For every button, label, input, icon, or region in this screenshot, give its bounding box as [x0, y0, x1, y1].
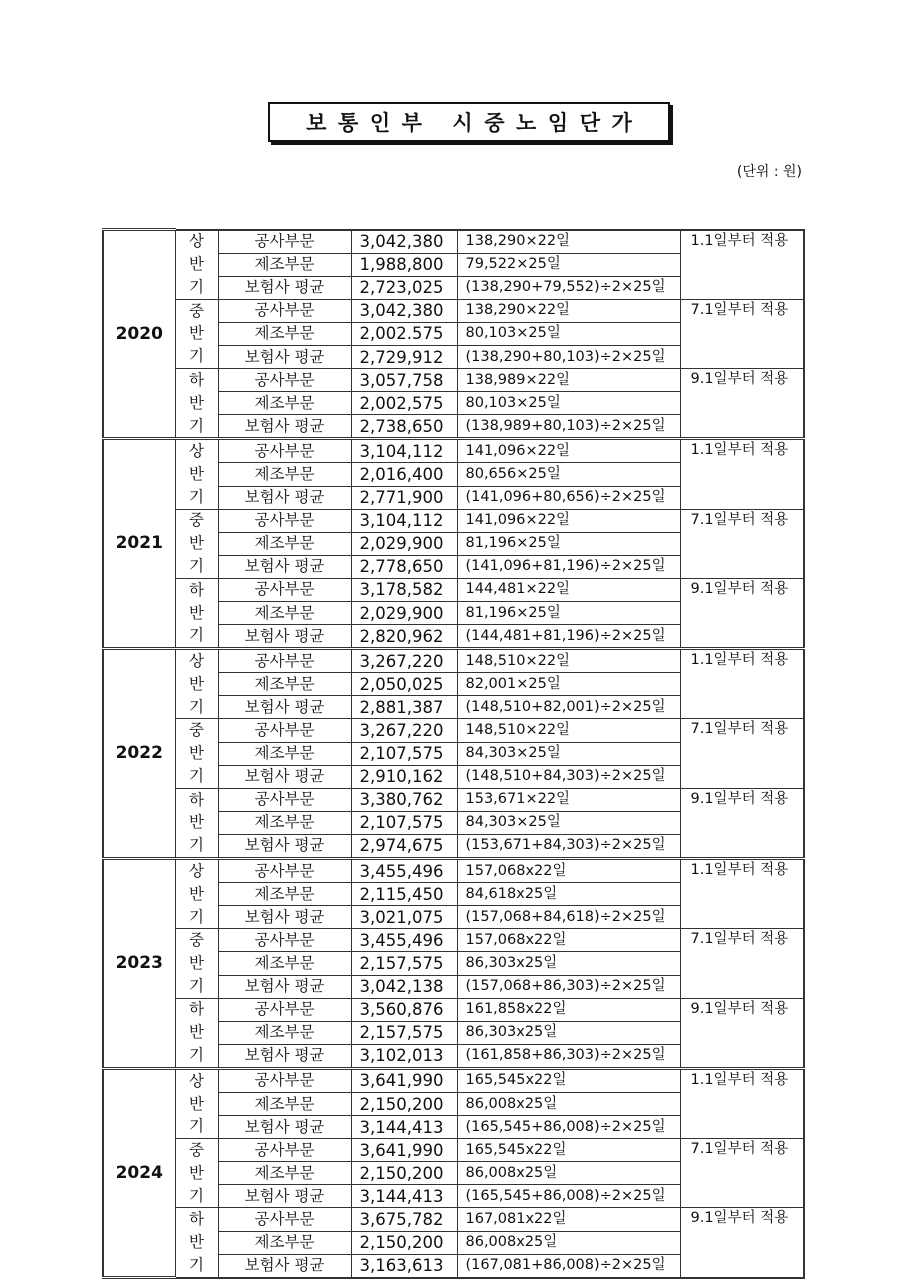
effective-date-note: 7.1일부터 적용: [680, 509, 804, 578]
period-char-cell: 반: [175, 1162, 218, 1185]
category-cell: 공사부문: [218, 578, 351, 601]
formula-cell: 165,545x22일: [457, 1068, 680, 1092]
category-cell: 제조부문: [218, 463, 351, 486]
document-title-box: [268, 102, 670, 142]
period-char-cell: 반: [175, 811, 218, 834]
period-char-cell: 상: [175, 439, 218, 463]
category-cell: 제조부문: [218, 673, 351, 696]
period-char-cell: 하: [175, 369, 218, 392]
table-row: [103, 929, 804, 952]
amount-cell: 3,455,496: [351, 859, 457, 883]
amount-cell: 2,881,387: [351, 696, 457, 719]
amount-cell: 2,771,900: [351, 486, 457, 509]
amount-cell: 3,267,220: [351, 719, 457, 742]
category-cell: 공사부문: [218, 1068, 351, 1092]
category-cell: 보험사 평균: [218, 1254, 351, 1278]
formula-cell: (138,290+79,552)÷2×25일: [457, 276, 680, 299]
period-char-cell: 기: [175, 625, 218, 649]
formula-cell: 79,522×25일: [457, 253, 680, 276]
effective-date-note: 9.1일부터 적용: [680, 369, 804, 439]
formula-cell: 138,290×22일: [457, 230, 680, 254]
category-cell: 공사부문: [218, 719, 351, 742]
period-char-cell: 중: [175, 299, 218, 322]
amount-cell: 2,029,900: [351, 532, 457, 555]
amount-cell: 2,974,675: [351, 834, 457, 858]
category-cell: 공사부문: [218, 929, 351, 952]
period-char-cell: 중: [175, 509, 218, 532]
table-row: [103, 719, 804, 742]
period-char-cell: 기: [175, 345, 218, 368]
amount-cell: 3,042,380: [351, 299, 457, 322]
effective-date-note: 9.1일부터 적용: [680, 788, 804, 858]
table-row: [103, 788, 804, 811]
period-char-cell: 기: [175, 1254, 218, 1278]
formula-cell: 80,103×25일: [457, 322, 680, 345]
category-cell: 제조부문: [218, 811, 351, 834]
table-row: [103, 859, 804, 883]
table-row: [103, 1208, 804, 1231]
period-char-cell: 반: [175, 392, 218, 415]
category-cell: 공사부문: [218, 859, 351, 883]
amount-cell: 2,820,962: [351, 625, 457, 649]
period-char-cell: 반: [175, 463, 218, 486]
formula-cell: 141,096×22일: [457, 509, 680, 532]
formula-cell: 157,068x22일: [457, 859, 680, 883]
amount-cell: 2,150,200: [351, 1162, 457, 1185]
period-char-cell: 반: [175, 673, 218, 696]
amount-cell: 2,150,200: [351, 1231, 457, 1254]
period-char-cell: 기: [175, 1044, 218, 1068]
formula-cell: (165,545+86,008)÷2×25일: [457, 1116, 680, 1139]
table-row: [103, 1139, 804, 1162]
category-cell: 보험사 평균: [218, 415, 351, 439]
amount-cell: 3,104,112: [351, 509, 457, 532]
period-char-cell: 반: [175, 602, 218, 625]
amount-cell: 3,102,013: [351, 1044, 457, 1068]
year-cell: 2024: [103, 1068, 175, 1277]
period-char-cell: 하: [175, 788, 218, 811]
category-cell: 보험사 평균: [218, 276, 351, 299]
formula-cell: (141,096+81,196)÷2×25일: [457, 555, 680, 578]
formula-cell: (148,510+84,303)÷2×25일: [457, 765, 680, 788]
category-cell: 보험사 평균: [218, 975, 351, 998]
formula-cell: 153,671×22일: [457, 788, 680, 811]
category-cell: 보험사 평균: [218, 555, 351, 578]
period-char-cell: 상: [175, 859, 218, 883]
table-row: [103, 998, 804, 1021]
amount-cell: 2,910,162: [351, 765, 457, 788]
amount-cell: 3,042,380: [351, 230, 457, 254]
category-cell: 보험사 평균: [218, 345, 351, 368]
formula-cell: 86,008x25일: [457, 1092, 680, 1115]
amount-cell: 2,738,650: [351, 415, 457, 439]
document-title: 보통인부 시중노임단가: [306, 111, 644, 135]
formula-cell: 144,481×22일: [457, 578, 680, 601]
amount-cell: 3,641,990: [351, 1068, 457, 1092]
amount-cell: 2,723,025: [351, 276, 457, 299]
formula-cell: 161,858x22일: [457, 998, 680, 1021]
formula-cell: 86,008x25일: [457, 1231, 680, 1254]
formula-cell: 138,290×22일: [457, 299, 680, 322]
period-char-cell: 하: [175, 1208, 218, 1231]
formula-cell: (153,671+84,303)÷2×25일: [457, 834, 680, 858]
category-cell: 보험사 평균: [218, 834, 351, 858]
category-cell: 제조부문: [218, 253, 351, 276]
formula-cell: 86,303x25일: [457, 952, 680, 975]
period-char-cell: 상: [175, 230, 218, 254]
effective-date-note: 1.1일부터 적용: [680, 230, 804, 300]
period-char-cell: 반: [175, 1231, 218, 1254]
effective-date-note: 1.1일부터 적용: [680, 439, 804, 509]
amount-cell: 2,107,575: [351, 742, 457, 765]
effective-date-note: 9.1일부터 적용: [680, 1208, 804, 1278]
amount-cell: 2,157,575: [351, 952, 457, 975]
effective-date-note: 7.1일부터 적용: [680, 719, 804, 788]
category-cell: 보험사 평균: [218, 696, 351, 719]
formula-cell: 148,510×22일: [457, 649, 680, 673]
formula-cell: (157,068+84,618)÷2×25일: [457, 906, 680, 929]
category-cell: 공사부문: [218, 1208, 351, 1231]
period-char-cell: 기: [175, 1185, 218, 1208]
amount-cell: 3,144,413: [351, 1116, 457, 1139]
period-char-cell: 반: [175, 1021, 218, 1044]
period-char-cell: 중: [175, 1139, 218, 1162]
formula-cell: 138,989×22일: [457, 369, 680, 392]
category-cell: 보험사 평균: [218, 906, 351, 929]
category-cell: 보험사 평균: [218, 1116, 351, 1139]
table-row: [103, 649, 804, 673]
amount-cell: 3,104,112: [351, 439, 457, 463]
amount-cell: 2,002.575: [351, 322, 457, 345]
effective-date-note: 1.1일부터 적용: [680, 1068, 804, 1138]
table-row: [103, 439, 804, 463]
category-cell: 제조부문: [218, 322, 351, 345]
category-cell: 보험사 평균: [218, 625, 351, 649]
year-cell: 2021: [103, 439, 175, 649]
amount-cell: 2,016,400: [351, 463, 457, 486]
formula-cell: 167,081x22일: [457, 1208, 680, 1231]
period-char-cell: 기: [175, 486, 218, 509]
category-cell: 보험사 평균: [218, 765, 351, 788]
period-char-cell: 기: [175, 765, 218, 788]
amount-cell: 2,029,900: [351, 602, 457, 625]
formula-cell: 80,656×25일: [457, 463, 680, 486]
formula-cell: 84,303×25일: [457, 811, 680, 834]
amount-cell: 3,380,762: [351, 788, 457, 811]
category-cell: 공사부문: [218, 230, 351, 254]
effective-date-note: 9.1일부터 적용: [680, 578, 804, 648]
formula-cell: (157,068+86,303)÷2×25일: [457, 975, 680, 998]
formula-cell: (138,290+80,103)÷2×25일: [457, 345, 680, 368]
effective-date-note: 9.1일부터 적용: [680, 998, 804, 1068]
amount-cell: 1,988,800: [351, 253, 457, 276]
amount-cell: 2,107,575: [351, 811, 457, 834]
amount-cell: 2,778,650: [351, 555, 457, 578]
category-cell: 제조부문: [218, 1021, 351, 1044]
amount-cell: 3,042,138: [351, 975, 457, 998]
amount-cell: 3,267,220: [351, 649, 457, 673]
formula-cell: (161,858+86,303)÷2×25일: [457, 1044, 680, 1068]
amount-cell: 3,455,496: [351, 929, 457, 952]
category-cell: 제조부문: [218, 1231, 351, 1254]
period-char-cell: 기: [175, 555, 218, 578]
amount-cell: 3,178,582: [351, 578, 457, 601]
formula-cell: 86,303x25일: [457, 1021, 680, 1044]
category-cell: 보험사 평균: [218, 1044, 351, 1068]
amount-cell: 2,115,450: [351, 883, 457, 906]
period-char-cell: 기: [175, 975, 218, 998]
category-cell: 공사부문: [218, 509, 351, 532]
category-cell: 공사부문: [218, 1139, 351, 1162]
effective-date-note: 7.1일부터 적용: [680, 929, 804, 998]
wage-table-body: [103, 230, 804, 1278]
effective-date-note: 7.1일부터 적용: [680, 1139, 804, 1208]
period-char-cell: 중: [175, 929, 218, 952]
formula-cell: (144,481+81,196)÷2×25일: [457, 625, 680, 649]
table-row: [103, 578, 804, 601]
amount-cell: 3,163,613: [351, 1254, 457, 1278]
period-char-cell: 반: [175, 1092, 218, 1115]
year-cell: 2023: [103, 859, 175, 1069]
period-char-cell: 반: [175, 532, 218, 555]
amount-cell: 3,675,782: [351, 1208, 457, 1231]
period-char-cell: 반: [175, 742, 218, 765]
category-cell: 공사부문: [218, 649, 351, 673]
category-cell: 보험사 평균: [218, 486, 351, 509]
table-row: [103, 230, 804, 254]
formula-cell: 157,068x22일: [457, 929, 680, 952]
formula-cell: (167,081+86,008)÷2×25일: [457, 1254, 680, 1278]
period-char-cell: 상: [175, 649, 218, 673]
period-char-cell: 하: [175, 998, 218, 1021]
table-row: [103, 299, 804, 322]
unit-label: (단위 : 원): [736, 164, 802, 180]
category-cell: 제조부문: [218, 742, 351, 765]
amount-cell: 2,002,575: [351, 392, 457, 415]
period-char-cell: 기: [175, 834, 218, 858]
effective-date-note: 7.1일부터 적용: [680, 299, 804, 368]
period-char-cell: 기: [175, 696, 218, 719]
category-cell: 제조부문: [218, 1092, 351, 1115]
formula-cell: 84,303×25일: [457, 742, 680, 765]
category-cell: 제조부문: [218, 952, 351, 975]
category-cell: 공사부문: [218, 439, 351, 463]
table-row: [103, 369, 804, 392]
category-cell: 공사부문: [218, 369, 351, 392]
category-cell: 보험사 평균: [218, 1185, 351, 1208]
category-cell: 공사부문: [218, 299, 351, 322]
period-char-cell: 반: [175, 952, 218, 975]
amount-cell: 2,150,200: [351, 1092, 457, 1115]
category-cell: 제조부문: [218, 392, 351, 415]
formula-cell: 141,096×22일: [457, 439, 680, 463]
formula-cell: 86,008x25일: [457, 1162, 680, 1185]
period-char-cell: 반: [175, 883, 218, 906]
category-cell: 제조부문: [218, 1162, 351, 1185]
amount-cell: 2,157,575: [351, 1021, 457, 1044]
category-cell: 제조부문: [218, 883, 351, 906]
formula-cell: 80,103×25일: [457, 392, 680, 415]
period-char-cell: 기: [175, 906, 218, 929]
table-row: [103, 1068, 804, 1092]
table-row: [103, 509, 804, 532]
effective-date-note: 1.1일부터 적용: [680, 649, 804, 719]
formula-cell: (148,510+82,001)÷2×25일: [457, 696, 680, 719]
year-cell: 2020: [103, 230, 175, 439]
formula-cell: (141,096+80,656)÷2×25일: [457, 486, 680, 509]
amount-cell: 3,560,876: [351, 998, 457, 1021]
effective-date-note: 1.1일부터 적용: [680, 859, 804, 929]
formula-cell: (138,989+80,103)÷2×25일: [457, 415, 680, 439]
year-cell: 2022: [103, 649, 175, 859]
period-char-cell: 상: [175, 1068, 218, 1092]
period-char-cell: 기: [175, 276, 218, 299]
formula-cell: (165,545+86,008)÷2×25일: [457, 1185, 680, 1208]
period-char-cell: 기: [175, 1116, 218, 1139]
period-char-cell: 기: [175, 415, 218, 439]
formula-cell: 148,510×22일: [457, 719, 680, 742]
period-char-cell: 반: [175, 322, 218, 345]
amount-cell: 2,729,912: [351, 345, 457, 368]
category-cell: 공사부문: [218, 788, 351, 811]
category-cell: 제조부문: [218, 532, 351, 555]
formula-cell: 84,618x25일: [457, 883, 680, 906]
formula-cell: 82,001×25일: [457, 673, 680, 696]
formula-cell: 81,196×25일: [457, 532, 680, 555]
amount-cell: 2,050,025: [351, 673, 457, 696]
amount-cell: 3,144,413: [351, 1185, 457, 1208]
amount-cell: 3,021,075: [351, 906, 457, 929]
formula-cell: 165,545x22일: [457, 1139, 680, 1162]
category-cell: 제조부문: [218, 602, 351, 625]
period-char-cell: 중: [175, 719, 218, 742]
amount-cell: 3,641,990: [351, 1139, 457, 1162]
period-char-cell: 하: [175, 578, 218, 601]
category-cell: 공사부문: [218, 998, 351, 1021]
period-char-cell: 반: [175, 253, 218, 276]
formula-cell: 81,196×25일: [457, 602, 680, 625]
amount-cell: 3,057,758: [351, 369, 457, 392]
wage-table: [102, 228, 805, 1279]
